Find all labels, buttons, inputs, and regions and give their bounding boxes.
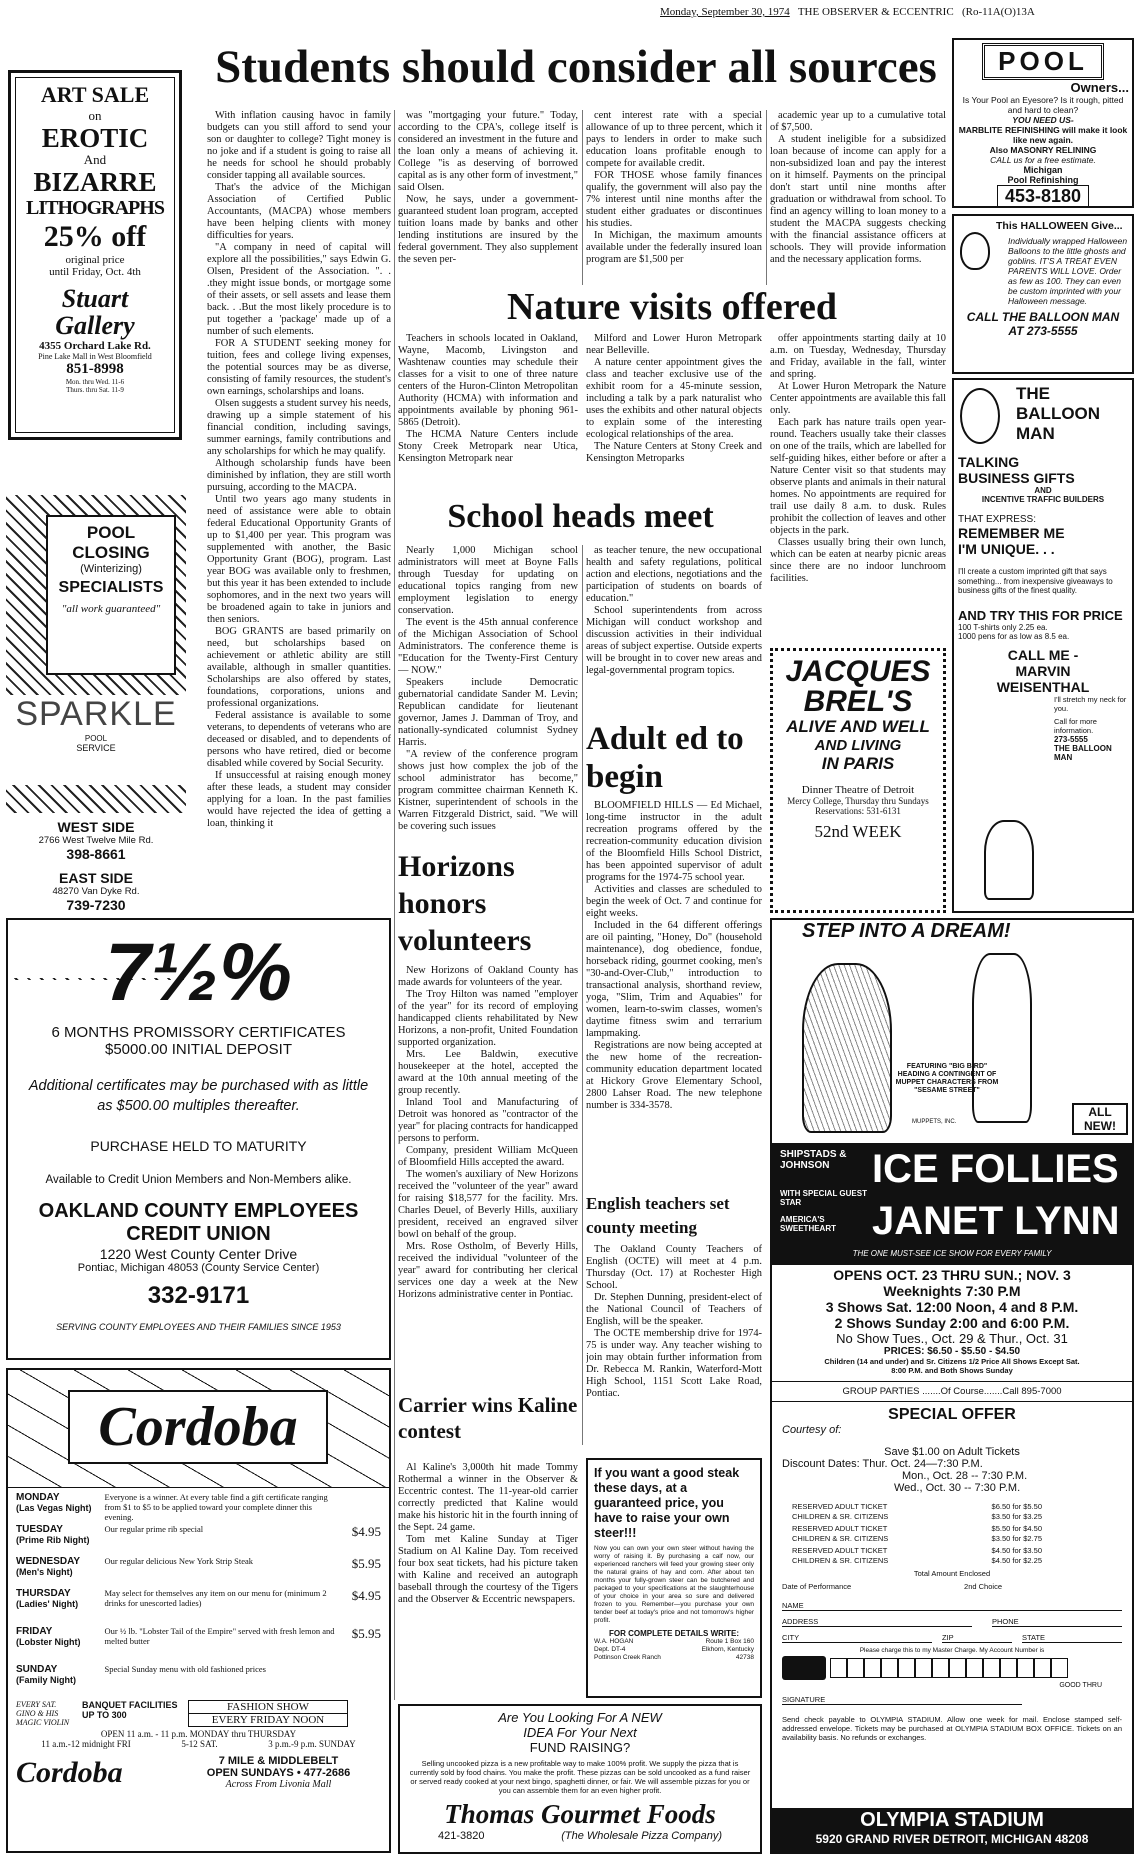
column-rule bbox=[766, 110, 767, 285]
balloon-icon bbox=[960, 232, 990, 270]
thomas-logo: Thomas Gourmet Foods bbox=[444, 1799, 716, 1829]
column-rule bbox=[582, 545, 583, 1445]
students-col-1: With inflation causing havoc in family budgets can you still afford to send your son or daughter to college? Tight money is no joke and if a student is going to raise all he needs for school he should probably consider tapping all available sources. That's the advice of the Michigan Association of Certified Public Accountants, (MACPA) whose members have been helping clients with money difficulties for years. "A company in need of capital will explore all the possibilities," says Edwin G. Olsen, President of the Association. ". . .they might issue bonds, or mortgage some of their assets, or sell assets and lease them back. . .But the most likely procedure is to put together a 'package' made up of a number of such elements. FOR A STUDENT seeking money for tuition, fees and college living expenses, the potential sources may be as diverse, consisting of family resources, the student's own earnings, scholarships and loans. Olsen suggests a student survey his needs, drawing up a simple statement of his financial condition, including savings, summer earnings, family contributions and any scholarships for which he may qualify. Although scholarship funds have been diminished by inflation, they are still worth pursuing, according to the MACPA. Until two years ago many students in need of assistance were able to obtain federal Educational Opportunity Grants of up to $1,400 per year. This program was supplemented with another, the Basic Opportunity Grant (BOG), program. Last year BOG was available only to freshmen, but this year it has been extended to include sophomores, and in the next two years will be broadened again to take in juniors and then seniors. BOG GRANTS are based primarily on need, but scholarships based on achievement or athletic ability are still available, although in smaller quantities. Scholarships are also offered by states, foundations, corporations, unions and professional organizations. Federal assistance is available to some veterans, to dependents of veterans who are deceased or disabled, and to dependents of persons who have retired, died or become disabled while covered by Social Security. If unsuccessful at raising enough money after these leads, a student may consider applying for a loan. In the past families would have rejected the idea of getting a loan, thinking it bbox=[207, 110, 391, 829]
master-charge-icon bbox=[782, 1656, 826, 1680]
masthead-date: Monday, September 30, 1974 bbox=[660, 6, 790, 18]
headline-english: English teachers set county meeting bbox=[586, 1194, 730, 1237]
cordoba-row: MONDAY (Las Vegas Night) Everyone is a winner. At every table find a gift certificate ranging from $1 to $5 to be applied toward your complete dinner this evening. bbox=[16, 1492, 328, 1522]
cordoba-row: THURSDAY (Ladies' Night) May select for themselves any item on our menu for (minimum 2 drinks for unescorted ladies) $4.95 bbox=[16, 1588, 381, 1609]
masthead bbox=[660, 6, 1130, 18]
adulted-body: BLOOMFIELD HILLS — Ed Michael, long-time instructor in the adult recreation programs offered by the recreation-community education division of the Bloomfield Hills School District, has been appointed supervisor of adult programs for the 1974-75 school year. Activities and classes are scheduled to begin the week of Oct. 7 and continue for eight weeks. Included in the 64 different offerings are oil painting, "Honey, Do" (household maintenance), dog obedience, fondue, horseback riding, gourmet cooking, men's "30-and-Over-Club," introduction to transactional analysis, shorthand review, yoga, "Slim, Trim and Aquabies" for women, learn-to-swim classes, women's daytime fitness swim and terrarium lampmaking. Registrations are now being accepted at the new home of the recreation-community education department located at Hickory Grove Elementary School, 2800 Lahser Road. The new telephone number is 334-3578. bbox=[586, 800, 762, 1111]
masthead-folio: (Ro-11A(O)13A bbox=[961, 6, 1035, 18]
ad-fund-raising: Are You Looking For A NEW IDEA For Your Next FUND RAISING? Selling uncooked pizza is a new profitable way to make 100% profit. We supply the pizza that is currently sold by food chains. You make the profit. These pizzas can be sold uncooked as a fund raiser or served ready cooked at your next bingo, spaghetti dinner, or fair. We will assemble pizzas for you or you can assemble them for an even higher profit. Thomas Gourmet Foods 421-3820 (The Wholesale Pizza Company) bbox=[398, 1704, 762, 1854]
cordoba-banner bbox=[8, 1370, 389, 1488]
column-rule bbox=[582, 110, 583, 285]
students-col-4: academic year up to a cumulative total of $7,500. A student ineligible for a subsidized loan because of income can apply for a non-subsidized loan and pay the interest on it himself. Payments on the principal don't start until nine months after graduation or withdrawal from school. To find an agency willing to loan money to a student the MACPA suggests checking with the financial assistance officers at schools. They will provide information and the necessary application forms. bbox=[770, 110, 946, 265]
english-body: The Oakland County Teachers of English (OCTE) will meet at 4 p.m. Thursday (Oct. 17) at Rochester High School. Dr. Stephen Dunning, president-elect of the National Council of Teachers of English, will be the speaker. The OCTE membership drive for 1974-75 is under way. Any teacher wishing to join may obtain further information from Dr. Rebecca M. Rankin, Waterford-Mott High School, 1151 Scott Lake Road, Pontiac. bbox=[586, 1244, 762, 1399]
phone-field[interactable]: PHONE bbox=[992, 1617, 1122, 1627]
nature-col-1: Teachers in schools located in Oakland, Wayne, Macomb, Livingston and Washtenaw counties may schedule their classes for a visit to one of three nature centers of the Huron-Clinton Metropolitan Authority (HCMA) with information and appointments available by phoning 961-5865 (Detroit). The HCMA Nature Centers include Stony Creek Metropark near Utica, Kensington Metropark near bbox=[398, 333, 578, 464]
headline-nature: Nature visits offered bbox=[507, 288, 837, 326]
pool-logo: POOL bbox=[982, 43, 1104, 80]
ad-balloon-man: THE BALLOON MAN TALKING BUSINESS GIFTS AND INCENTIVE TRAFFIC BUILDERS THAT EXPRESS: REMEMBER ME I'M UNIQUE. . . I'll create a custom imprinted gift that says something... from inexpensive giveaways to business gifts of the finest quality. AND TRY THIS FOR PRICE 100 T-shirts only 2.25 ea. 1000 pens for as low as 8.5 ea. CALL ME - MARVIN WEISENTHAL I'll stretch my neck for you. Call for more information. 273-5555 THE BALLOON MAN bbox=[952, 378, 1134, 913]
cordoba-row: TUESDAY (Prime Rib Night) Our regular prime rib special $4.95 bbox=[16, 1524, 381, 1545]
ad-cordoba: Cordoba MONDAY (Las Vegas Night) Everyone is a winner. At every table find a gift certificate ranging from $1 to $5 to be applied toward your complete dinner this evening. TUESDAY (Prime Rib Night) Our regular prime rib special $4.95 WEDNESDAY (Men's Night) Our regular delicious New York Strip Steak $5.95 THURSDAY (Ladies' Night) May select for themselves any item on our menu for (minimum 2 drinks for unescorted ladies) $4.95 FRIDAY (Lobster Night) Our ½ lb. "Lobster Tail of the Empire" served with fresh lemon and melted butter $5.95 SUNDAY (Family Night) Special Sunday menu with old fashioned prices EVERY SAT. GINO & HIS MAGIC VIOLIN BANQUET FACILITIES UP TO 300 FASHION SHOW EVERY FRIDAY NOON OPEN 11 a.m. - 11 p.m. MONDAY thru THURSDAY 11 a.m.-12 midnight FRI 5-12 SAT. 3 p.m.-9 p.m. SUNDAY Cordoba 7 MILE & MIDDLEBELT OPEN SUNDAYS • 477-2686 Across From Livonia Mall bbox=[6, 1368, 391, 1853]
cordoba-logo: Cordoba bbox=[68, 1390, 328, 1464]
headline-carrier: Carrier wins Kaline contest bbox=[398, 1393, 578, 1443]
cordoba-logo-small: Cordoba bbox=[16, 1755, 123, 1789]
address-field[interactable]: ADDRESS bbox=[782, 1617, 972, 1627]
balloon-man-figure bbox=[984, 820, 1034, 900]
horizons-body: New Horizons of Oakland County has made awards for volunteers of the year. The Troy Hilton was named "employer of the year" for its record of employing handicapped clients rehabilitated by New Horizons, a non-profit, United Foundation supported organization. Mrs. Lee Baldwin, executive housekeeper at the hotel, accepted the award at the 10th annual meeting of the group recently. Inland Tool and Manufacturing of Detroit was honored as "contractor of the year" for placing contracts for handicapped persons to perform. Company, president William McQueen of Bloomfield Hills accepted the award. The women's auxiliary of New Horizons received the "volunteer of the year" award for raising $18,577 for the facility. Mrs. Charles Deuel, of Beverly Hills, auxiliary president, received an engraved silver bowl on behalf of the group. Mrs. Rose Ostholm, of Beverly Hills, received the individual "volunteer of the year" award for contributing her clerical services one day a week at the New Horizons administrative center in Pontiac. bbox=[398, 965, 578, 1300]
carrier-body: Al Kaline's 3,000th hit made Tommy Rothermal a winner in the Observer & Eccentric contest. The 11-year-old carrier correctly predicted that Kaline would make his historic hit in the fourth inning of the Sept. 24 game. Tom met Kaline Sunday at Tiger Stadium on Al Kaline Day. Tom received four box seat tickets, had his picture taken with Kaline and received an autograph baseball through the courtesy of the Tigers and the Observer & Eccentric newspapers. bbox=[398, 1462, 578, 1605]
account-number-boxes[interactable] bbox=[830, 1658, 1068, 1678]
headline-horizons: Horizons honors volunteers bbox=[398, 850, 532, 957]
skater-icon bbox=[972, 953, 1032, 1123]
big-bird-icon bbox=[802, 963, 892, 1133]
column-rule bbox=[394, 110, 395, 1700]
signature-field[interactable]: SIGNATURE bbox=[782, 1695, 1022, 1705]
headline-schoolheads: School heads meet bbox=[447, 500, 714, 534]
rate-figure: 7½% bbox=[105, 927, 292, 1018]
ad-pool-owners: POOL Owners... Is Your Pool an Eyesore? Is it rough, pitted and hard to clean? YOU NEED US- MARBLITE REFINISHING will make it look like new again. Also MASONRY RELINING CALL us for a free estimate. Michigan Pool Refinishing 453-8180 bbox=[952, 38, 1134, 208]
state-field[interactable]: STATE bbox=[1022, 1633, 1122, 1643]
ad-jacques-brel: JACQUES BREL'S ALIVE AND WELL AND LIVING IN PARIS Dinner Theatre of Detroit Mercy College, Thursday thru Sundays Reservations: 531-6131 52nd WEEK bbox=[770, 648, 946, 913]
nature-col-2: Milford and Lower Huron Metropark near Belleville. A nature center appointment gives the class and teacher exclusive use of the exhibit room for a 45-minute session, including a talk by a park naturalist who uses the exhibits and other natural objects to explain some of the interesting ecological relationships of the area. The Nature Centers at Stony Creek and Kensington Metroparks bbox=[586, 333, 762, 464]
nature-col-3: offer appointments starting daily at 10 a.m. on Tuesday, Wednesday, Thursday and Friday, available in the fall, winter and spring. At Lower Huron Metropark the Nature Center appointments are available this fall only. Each park has nature trails open year-round. Teachers usually take their classes on one of the trails, which are labelled for self-guiding hikes, either before or after a Nature Center visit so that students may observe plants and animals in their natural homes. No appointments are required for trail use daily 8 a.m. to dusk. Rules prohibit the collection of leaves and other objects in the park. Classes usually bring their own lunch, which can be eaten at nearby picnic areas since there are no indoor lunchroom facilities. bbox=[770, 333, 946, 584]
cordoba-row: SUNDAY (Family Night) Special Sunday menu with old fashioned prices bbox=[16, 1664, 266, 1685]
ad-art-sale: ART SALE on EROTIC And BIZARRE LITHOGRAPHS 25% off original price until Friday, Oct. 4th Stuart Gallery 4355 Orchard Lake Rd. Pine Lake Mall in West Bloomfield 851-8998 Mon. thru Wed. 11-6 Thurs. thru Sat. 11-9 bbox=[8, 70, 182, 440]
zip-field[interactable]: ZIP bbox=[942, 1633, 1012, 1643]
masthead-paper: THE OBSERVER & ECCENTRIC bbox=[797, 6, 954, 18]
cordoba-row: WEDNESDAY (Men's Night) Our regular delicious New York Strip Steak $5.95 bbox=[16, 1556, 381, 1577]
ad-credit-union: 7½% 6 MONTHS PROMISSORY CERTIFICATES $5000.00 INITIAL DEPOSIT Additional certificates may be purchased with as little as $500.00 multiples thereafter. PURCHASE HELD TO MATURITY Available to Credit Union Members and Non-Members alike. OAKLAND COUNTY EMPLOYEES CREDIT UNION 1220 West County Center Drive Pontiac, Michigan 48053 (County Service Center) 332-9171 SERVING COUNTY EMPLOYEES AND THEIR FAMILIES SINCE 1953 bbox=[6, 918, 391, 1360]
schoolheads-col-1: Nearly 1,000 Michigan school administrators will meet at Boyne Falls through Tuesday for updating on educational topics ranging from new employment legislation to energy conservation. The event is the 45th annual conference of the Michigan Association of School Administrators. The conference theme is "Education for the Twenty-First Century — NOW." Speakers include Democratic gubernatorial candidate Sander M. Levin; Republican candidate for lieutenant governor, James J. Damman of Troy, and nationally-syndicated columnist Sydney Harris. "A review of the conference program shows just how complex the job of the school administrator has become," program committee chairman Kenneth K. Kistner, superintendent of schools in the Warren Fitzgerald District, said. "We will be covering such issues bbox=[398, 545, 578, 832]
schoolheads-col-2: as teacher tenure, the new occupational health and safety regulations, political action and elections, negotiations and the participation of students on boards of education." School superintendents from across Michigan will conduct workshop and discussion activities in their individual areas of subject expertise. Outside experts will be brought in to cover new areas and legal-governmental program topics. bbox=[586, 545, 762, 676]
name-field[interactable]: NAME bbox=[782, 1601, 1122, 1611]
headline-adulted: Adult ed to begin bbox=[586, 721, 744, 795]
ad-pool-closing: POOL CLOSING (Winterizing) SPECIALISTS "all work guaranteed" SPARKLE POOL SERVICE WEST SIDE 2766 West Twelve Mile Rd. 398-8661 EAST SIDE 48270 Van Dyke Rd. 739-7230 bbox=[6, 495, 186, 980]
city-field[interactable]: CITY bbox=[782, 1633, 932, 1643]
cordoba-row: FRIDAY (Lobster Night) Our ½ lb. "Lobster Tail of the Empire" served with fresh lemon and melted butter $5.95 bbox=[16, 1626, 381, 1647]
ad-balloon-halloween: This HALLOWEEN Give... Individually wrapped Halloween Balloons to the little ghosts and goblins. IT'S A TREAT EVEN PARENTS WILL LOVE. Order as few as 100. They can even be custom imprinted with your Halloween message. CALL THE BALLOON MAN AT 273-5555 bbox=[952, 214, 1134, 374]
sparkle-logo: SPARKLE bbox=[15, 695, 177, 733]
headline-students: Students should consider all sources bbox=[215, 44, 937, 91]
students-col-3: cent interest rate with a special allowance of up to three percent, which it pays to lenders in order to make such education loans profitable enough to compete for available credit. FOR THOSE whose family finances qualify, the government will also pay the 7% interest until nine months after the student either graduates or discontinues his studies. In Michigan, the maximum amounts available under the federally insured loan program are $1,500 per bbox=[586, 110, 762, 265]
ad-steak: If you want a good steak these days, at a guaranteed price, you have to raise your own steer!!! Now you can own your own steer without having the worry of raising it. By purchasing a calf now, our experienced ranchers will feed your growing steer only the natural grains of hay and corn. After about ten months your fully-grown steer can be butchered and packaged to your specifications at the slaughterhouse of your choice in your area so sure and delivered frozen to you. Remember—you purchase your own tender beef at today's price and not tomorrow's higher profit. FOR COMPLETE DETAILS WRITE: W.A. HOGAN Dept. DT-4 Pottinson Creek Ranch Route 1 Box 160 Elkhorn, Kentucky 42738 bbox=[586, 1458, 762, 1698]
ad-ice-follies: STEP INTO A DREAM! FEATURING "BIG BIRD" HEADING A CONTINGENT OF MUPPET CHARACTERS FROM "SESAME STREET" MUPPETS, INC. ALL NEW! SHIPSTADS & JOHNSON ICE FOLLIES WITH SPECIAL GUEST STAR AMERICA'S SWEETHEART JANET LYNN THE ONE MUST-SEE ICE SHOW FOR EVERY FAMILY OPENS OCT. 23 THRU SUN.; NOV. 3 Weeknights 7:30 P.M 3 Shows Sat. 12:00 Noon, 4 and 8 P.M. 2 Shows Sunday 2:00 and 6:00 P.M. No Show Tues., Oct. 29 & Thur., Oct. 31 PRICES: $6.50 - $5.50 - $4.50 Children (14 and under) and Sr. Citizens 1/2 Price All Shows Except Sat. 8:00 P.M. and Both Shows Sunday GROUP PARTIES .......Of Course.......Call 895-7000 SPECIAL OFFER Courtesy of: Save $1.00 on Adult Tickets Discount Dates: Thur. Oct. 24—7:30 P.M. Mon., Oct. 28 -- 7:30 P.M. Wed., Oct. 30 -- 7:30 P.M. RESERVED ADULT TICKET $6.50 for $5.50 CHILDREN & SR. CITIZENS $3.50 for $3.25 RESERVED ADULT TICKET $5.50 for $4.50 CHILDREN & SR. CITIZENS $3.50 for $2.75 RESERVED ADULT TICKET $4.50 for $3.50 CHILDREN & SR. CITIZENS $4.50 for $2.25 Total Amount Enclosed Date of Performance 2nd Choice NAME ADDRESS PHONE CITY ZIP STATE Please charge this to my Master Charge. My Account Number is GOOD THRU SIGNATURE Send check payable to OLYMPIA STADIUM. Allow one week for mail. Enclose stamped self-addressed envelope. Tickets may be purchased at OLYMPIA STADIUM BOX OFFICE. Tickets on an availability basis. No refunds or exchanges. OLYMPIA STADIUM 5920 GRAND RIVER DETROIT, MICHIGAN 48208 bbox=[770, 918, 1134, 1854]
clown-balloon-icon bbox=[960, 388, 1000, 444]
students-col-2: was "mortgaging your future." Today, according to the CPA's, college itself is considered an investment in the future and the loan only a means of achieving it. College "is as deserving of borrowed capital as is any other form of investment," said Olsen. Now, he says, under a government-guaranteed student loan program, accepted tuition loans made by banks and other lending institutions are insured by the federal government. They also supplement the seven per- bbox=[398, 110, 578, 265]
